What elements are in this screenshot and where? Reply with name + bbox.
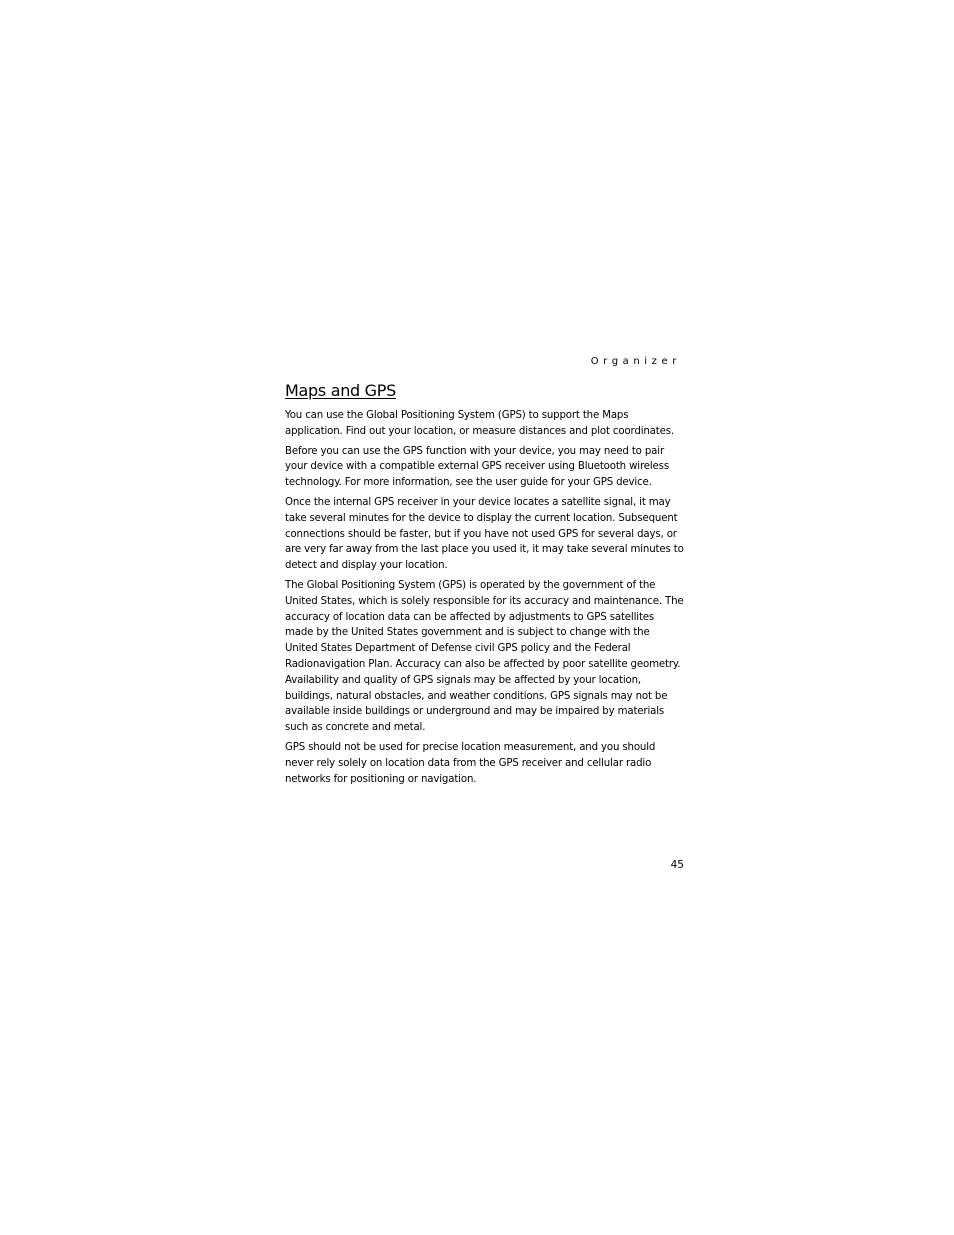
page-number: 45 bbox=[670, 859, 684, 871]
paragraph-satellite-signal: Once the internal GPS receiver in your device locates a satellite signal, it may take several minutes for the device to display the current location. Subsequent connections should be faster, but if you have not used GPS for several days, or are very far away from the last place you used it, it may take several minutes to detect and display your location. bbox=[285, 496, 684, 572]
page-content bbox=[285, 380, 685, 791]
paragraph-intro: You can use the Global Positioning System (GPS) to support the Maps application. Find out your location, or measure distances and plot coordinates. bbox=[285, 410, 674, 437]
paragraph-pairing: Before you can use the GPS function with your device, you may need to pair your device with a compatible external GPS receiver using Bluetooth wireless technology. For more information, see the user guide for your GPS device. bbox=[285, 445, 669, 489]
section-title: Maps and GPS bbox=[285, 381, 396, 400]
running-header-chapter: Organizer bbox=[590, 356, 681, 367]
paragraph-gps-accuracy: The Global Positioning System (GPS) is operated by the government of the United States, which is solely responsible for its accuracy and maintenance. The accuracy of location data can be affected by adjustments to GPS satellites made by the United States government and is subject to change with the United States Department of Defense civil GPS policy and the Federal Radionavigation Plan. Accuracy can also be affected by poor satellite geometry. Availability and quality of GPS signals may be affected by your location, buildings, natural obstacles, and weather conditions. GPS signals may not be available inside buildings or underground and may be impaired by materials such as concrete and metal. bbox=[285, 579, 684, 734]
paragraph-gps-warning: GPS should not be used for precise location measurement, and you should never rely solely on location data from the GPS receiver and cellular radio networks for positioning or navigation. bbox=[285, 741, 656, 785]
